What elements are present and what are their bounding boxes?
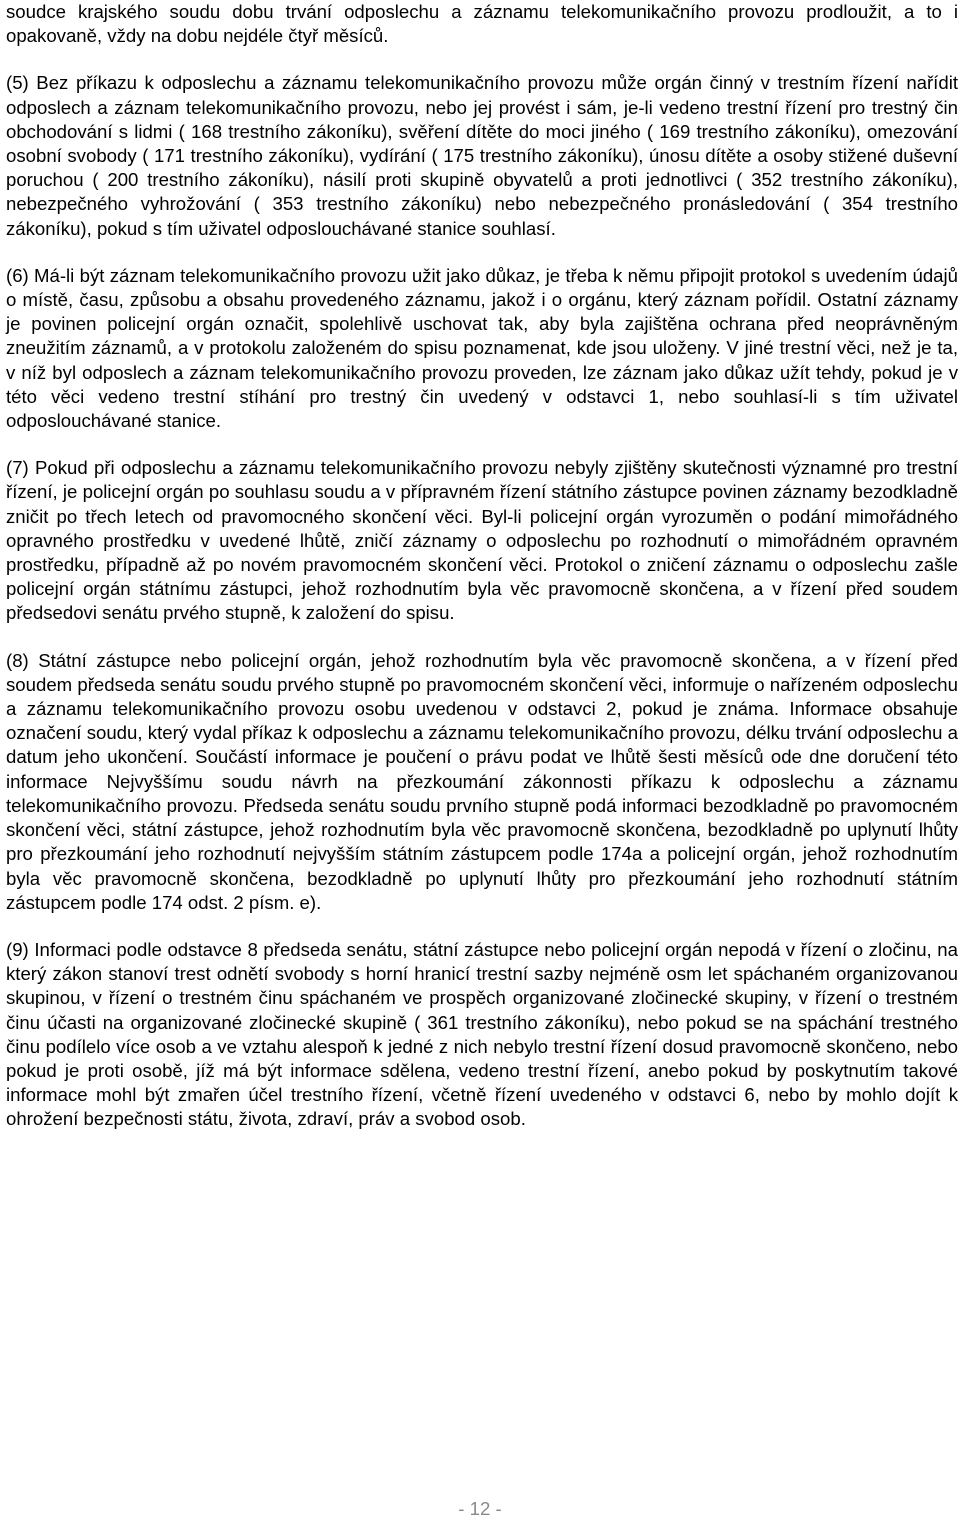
document-page (6, 0, 958, 1132)
paragraph-8: (8) Státní zástupce nebo policejní orgán, jehož rozhodnutím byla věc pravomocně skončena, a v řízení před soudem předseda senátu soudu prvého stupně po pravomocném skončení věci, informuje o nařízeném odposlechu a záznamu telekomunikačního provozu osobu uvedenou v odstavci 2, pokud je známa. Informace obsahuje označení soudu, který vydal příkaz k odposlechu a záznamu telekomunikačního provozu, délku trvání odposlechu a datum jeho ukončení. Součástí informace je poučení o právu podat ve lhůtě šesti měsíců ode dne doručení této informace Nejvyššímu soudu návrh na přezkoumání zákonnosti příkazu k odposlechu a záznamu telekomunikačního provozu. Předseda senátu soudu prvního stupně podá informaci bezodkladně po pravomocném skončení věci, státní zástupce, jehož rozhodnutím byla věc pravomocně skončena, bezodkladně po uplynutí lhůty pro přezkoumání jeho rozhodnutí nejvyšším státním zástupcem podle 174a a policejní orgán, jehož rozhodnutím byla věc pravomocně skončena, bezodkladně po uplynutí lhůty pro přezkoumání jeho rozhodnutí státním zástupcem podle 174 odst. 2 písm. e). (6, 649, 958, 913)
page-number: - 12 - (458, 1498, 502, 1519)
paragraph-9: (9) Informaci podle odstavce 8 předseda senátu, státní zástupce nebo policejní orgán nepodá v řízení o zločinu, na který zákon stanoví trest odnětí svobody s horní hranicí trestní sazby nejméně osm let spáchaném organizovanou skupinou, v řízení o trestném činu spáchaném ve prospěch organizované zločinecké skupiny, v řízení o trestném činu účasti na organizované zločinecké skupině ( 361 trestního zákoníku), nebo pokud se na spáchání trestného činu podílelo více osob a ve vztahu alespoň k jedné z nich nebylo trestní řízení dosud pravomocně skončeno, nebo pokud je proti osobě, jíž má být informace sdělena, vedeno trestní řízení, anebo pokud by poskytnutím takové informace mohl být zmařen účel trestního řízení, včetně řízení uvedeného v odstavci 6, nebo by mohlo dojít k ohrožení bezpečnosti státu, života, zdraví, práv a svobod osob. (6, 938, 958, 1130)
paragraph-continuation: soudce krajského soudu dobu trvání odposlechu a záznamu telekomunikačního provozu prodloužit, a to i opakovaně, vždy na dobu nejdéle čtyř měsíců. (6, 1, 958, 47)
paragraph-6: (6) Má-li být záznam telekomunikačního provozu užit jako důkaz, je třeba k němu připojit protokol s uvedením údajů o místě, času, způsobu a obsahu provedeného záznamu, jakož i o orgánu, který záznam pořídil. Ostatní záznamy je povinen policejní orgán označit, spolehlivě uschovat tak, aby byla zajištěna ochrana před neoprávněným zneužitím záznamů, a v protokolu založeném do spisu poznamenat, kde jsou uloženy. V jiné trestní věci, než je ta, v níž byl odposlech a záznam telekomunikačního provozu proveden, lze záznam jako důkaz užít tehdy, pokud je v této věci vedeno trestní stíhání pro trestný čin uvedený v odstavci 1, nebo souhlasí-li s tím uživatel odposlouchávané stanice. (6, 264, 958, 432)
paragraph-5: (5) Bez příkazu k odposlechu a záznamu telekomunikačního provozu může orgán činný v trestním řízení nařídit odposlech a záznam telekomunikačního provozu, nebo jej provést i sám, je-li vedeno trestní řízení pro trestný čin obchodování s lidmi ( 168 trestního zákoníku), svěření dítěte do moci jiného ( 169 trestního zákoníku), omezování osobní svobody ( 171 trestního zákoníku), vydírání ( 175 trestního zákoníku), únosu dítěte a osoby stižené duševní poruchou ( 200 trestního zákoníku), násilí proti skupině obyvatelů a proti jednotlivci ( 352 trestního zákoníku), nebezpečného vyhrožování ( 353 trestního zákoníku) nebo nebezpečného pronásledování ( 354 trestního zákoníku), pokud s tím uživatel odposlouchávané stanice souhlasí. (6, 72, 958, 239)
paragraph-7: (7) Pokud při odposlechu a záznamu telekomunikačního provozu nebyly zjištěny skutečnosti významné pro trestní řízení, je policejní orgán po souhlasu soudu a v přípravném řízení státního zástupce povinen záznamy bezodkladně zničit po třech letech od pravomocného skončení věci. Byl-li policejní orgán vyrozuměn o podání mimořádného opravného prostředku v uvedené lhůtě, zničí záznamy o odposlechu po rozhodnutí o mimořádném opravném prostředku, případně až po novém pravomocném skončení věci. Protokol o zničení záznamu o odposlechu zašle policejní orgán státnímu zástupci, jehož rozhodnutím byla věc pravomocně skončena, a v řízení před soudem předsedovi senátu prvého stupně, k založení do spisu. (6, 457, 958, 624)
